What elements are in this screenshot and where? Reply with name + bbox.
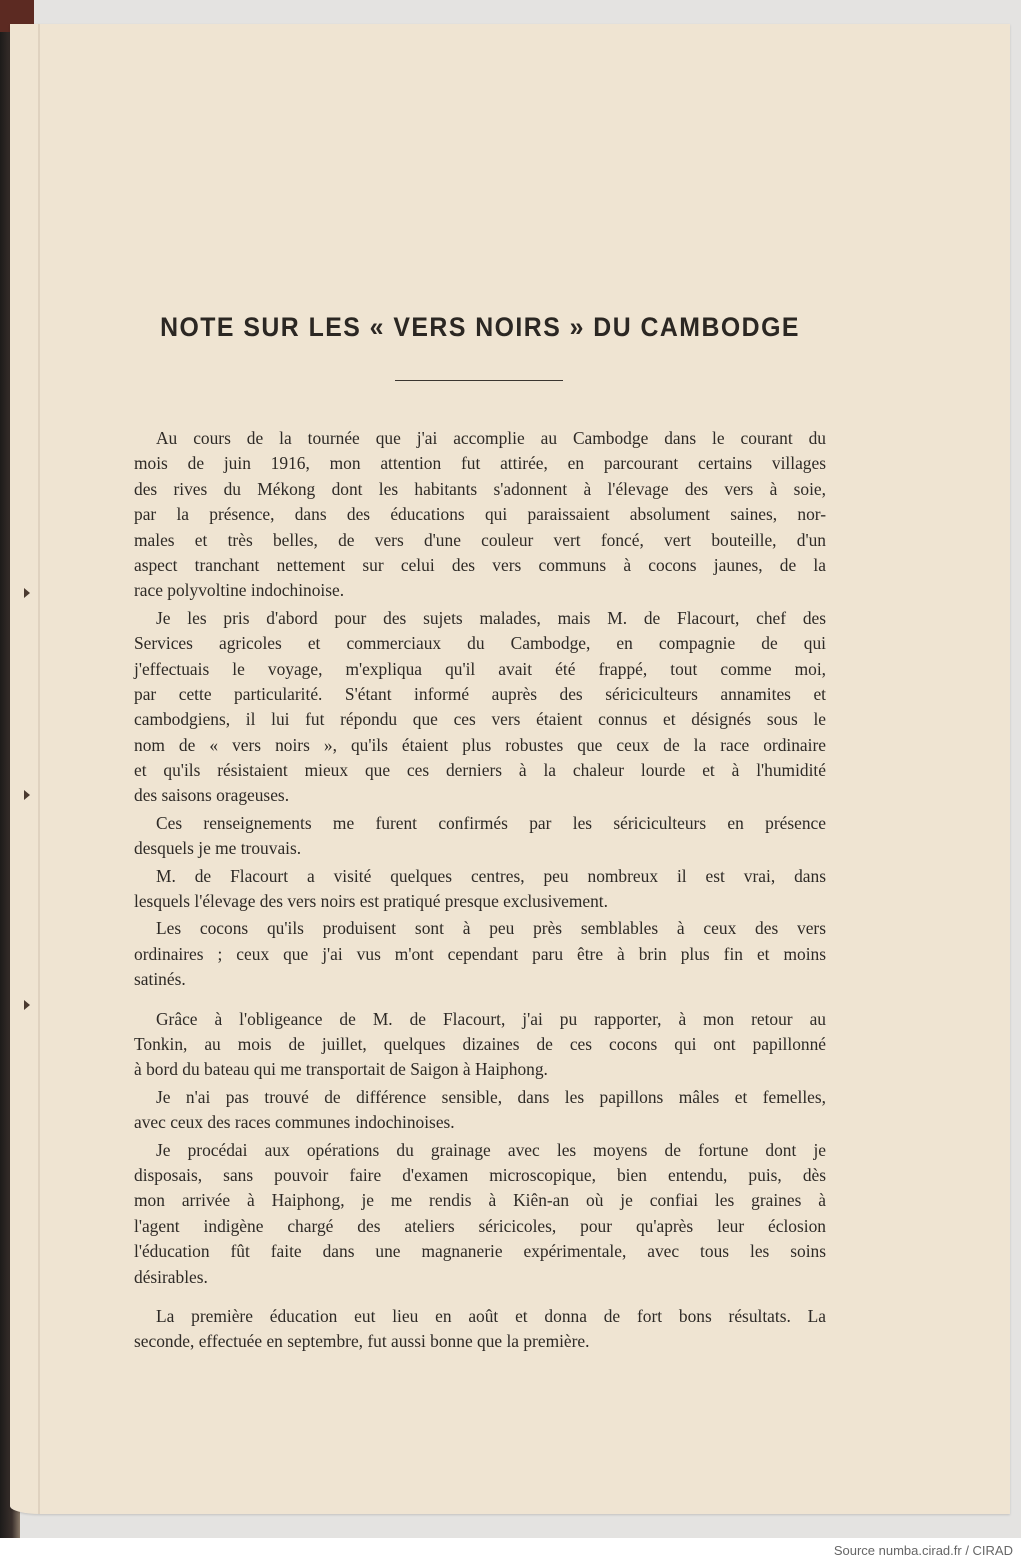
text-line: l'éducation fût faite dans une magnanerie expérimentale, avec tous les soins bbox=[134, 1241, 826, 1262]
text-line: Au cours de la tournée que j'ai accomplie au Cambodge dans le courant du bbox=[156, 428, 826, 448]
text-line: avec ceux des races communes indochinoises. bbox=[134, 1112, 455, 1133]
text-line: nom de « vers noirs », qu'ils étaient plus robustes que ceux de la race ordinaire bbox=[134, 734, 826, 755]
page-title: NOTE SUR LES « VERS NOIRS » DU CAMBODGE bbox=[160, 312, 800, 342]
paragraph bbox=[134, 1304, 826, 1355]
text-line: satinés. bbox=[134, 969, 186, 990]
text-line: La première éducation eut lieu en août et donna de fort bons résultats. La bbox=[156, 1305, 826, 1326]
text-line: Je n'ai pas trouvé de différence sensible, dans les papillons mâles et femelles, bbox=[156, 1086, 826, 1107]
text-line: des rives du Mékong dont les habitants s'adonnent à l'élevage des vers à soie, bbox=[134, 478, 826, 499]
text-line: lesquels l'élevage des vers noirs est pratiqué presque exclusivement. bbox=[134, 891, 608, 912]
text-line: Tonkin, au mois de juillet, quelques dizaines de ces cocons qui ont papillonné bbox=[134, 1033, 826, 1054]
text-line: Ces renseignements me furent confirmés par les sériciculteurs en présence bbox=[156, 812, 826, 833]
text-line: disposais, sans pouvoir faire d'examen microscopique, bien entendu, puis, dès bbox=[134, 1164, 826, 1185]
text-line: des saisons orageuses. bbox=[134, 785, 290, 806]
title-divider bbox=[395, 380, 563, 381]
text-line: mois de juin 1916, mon attention fut attirée, en parcourant certains villages bbox=[134, 453, 826, 474]
text-line: ordinaires ; ceux que j'ai vus m'ont cependant paru être à brin plus fin et moins bbox=[134, 943, 826, 964]
margin-mark bbox=[24, 1000, 30, 1010]
document-body bbox=[134, 426, 826, 1357]
text-line: aspect tranchant nettement sur celui des vers communs à cocons jaunes, de la bbox=[134, 554, 826, 575]
text-line: et qu'ils résistaient mieux que ces derniers à la chaleur lourde et à l'humidité bbox=[134, 760, 826, 781]
text-line: males et très belles, de vers d'une couleur vert foncé, vert bouteille, d'un bbox=[134, 529, 826, 550]
text-line: l'agent indigène chargé des ateliers séricicoles, pour qu'après leur éclosion bbox=[134, 1215, 826, 1236]
text-line: cambodgiens, il lui fut répondu que ces vers étaient connus et désignés sous le bbox=[134, 709, 826, 730]
text-line: Les cocons qu'ils produisent sont à peu près semblables à ceux des vers bbox=[156, 918, 826, 939]
paragraph bbox=[134, 916, 826, 992]
text-line: mon arrivée à Haiphong, je me rendis à Kiên-an où je confiai les graines à bbox=[134, 1190, 826, 1211]
text-line: Services agricoles et commerciaux du Cambodge, en compagnie de qui bbox=[134, 633, 826, 654]
text-line: M. de Flacourt a visité quelques centres, peu nombreux il est vrai, dans bbox=[156, 865, 826, 886]
paragraph bbox=[134, 811, 826, 862]
text-line: desquels je me trouvais. bbox=[134, 838, 302, 859]
paragraph bbox=[134, 426, 826, 604]
page-fold bbox=[38, 24, 40, 1514]
paragraph bbox=[134, 606, 826, 809]
text-line: Je procédai aux opérations du grainage avec les moyens de fortune dont je bbox=[156, 1139, 826, 1160]
text-line: Grâce à l'obligeance de M. de Flacourt, j'ai pu rapporter, à mon retour au bbox=[156, 1008, 826, 1029]
paragraph bbox=[134, 1138, 826, 1290]
margin-mark bbox=[24, 588, 30, 598]
text-line: Je les pris d'abord pour des sujets malades, mais M. de Flacourt, chef des bbox=[156, 607, 826, 628]
margin-mark bbox=[24, 790, 30, 800]
text-line: par cette particularité. S'étant informé auprès des sériciculteurs annamites et bbox=[134, 683, 826, 704]
text-line: race polyvoltine indochinoise. bbox=[134, 580, 345, 601]
text-line: seconde, effectuée en septembre, fut aussi bonne que la première. bbox=[134, 1331, 590, 1352]
paragraph bbox=[134, 864, 826, 915]
text-line: par la présence, dans des éducations qui paraissaient absolument saines, nor- bbox=[134, 504, 826, 525]
text-line: désirables. bbox=[134, 1266, 208, 1287]
text-line: j'effectuais le voyage, m'expliqua qu'il avait été frappé, tout comme moi, bbox=[134, 658, 826, 679]
paragraph bbox=[134, 1007, 826, 1083]
text-line: à bord du bateau qui me transportait de Saigon à Haiphong. bbox=[134, 1059, 548, 1080]
paragraph bbox=[134, 1085, 826, 1136]
source-credit: Source numba.cirad.fr / CIRAD bbox=[833, 1543, 1013, 1558]
